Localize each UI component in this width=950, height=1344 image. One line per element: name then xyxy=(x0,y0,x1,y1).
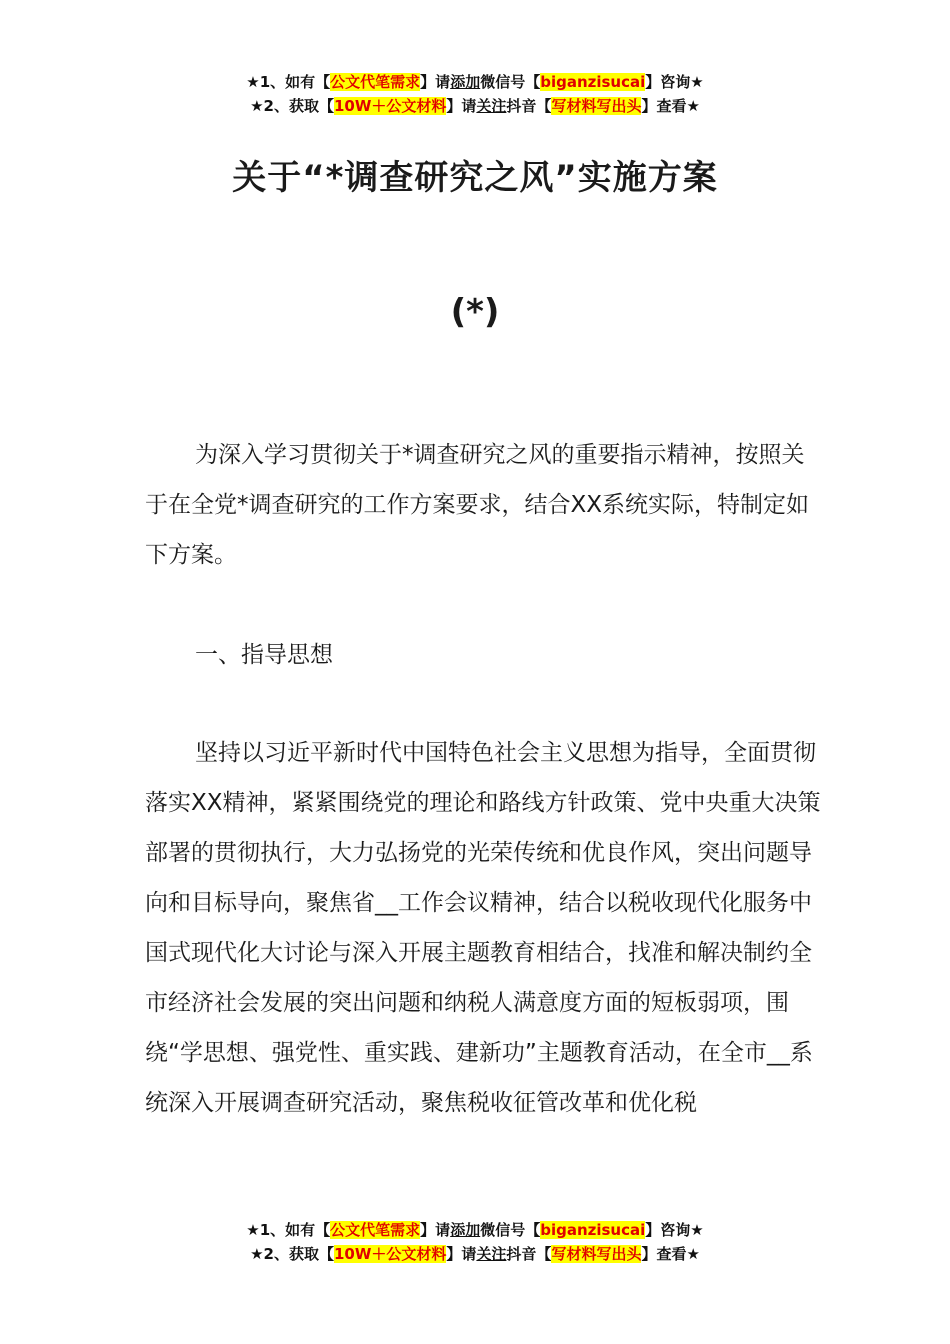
banner-text: ★2、获取【 xyxy=(250,97,334,115)
banner-highlight: biganzisucai xyxy=(540,73,646,91)
banner-text: 微信号【 xyxy=(480,73,541,91)
banner-text: 】查看★ xyxy=(641,97,700,115)
banner-line-2 xyxy=(0,1242,950,1266)
banner-text: 】请 xyxy=(420,73,451,91)
bottom-banner xyxy=(0,1218,950,1266)
banner-text: 】查看★ xyxy=(641,1245,700,1263)
banner-highlight: 公文代笔需求 xyxy=(330,1221,421,1239)
banner-line-1 xyxy=(0,70,950,94)
banner-highlight: 10W＋公文材料 xyxy=(333,97,447,115)
document-title: 关于“*调查研究之风”实施方案 xyxy=(232,158,718,198)
intro-section xyxy=(145,430,825,580)
banner-text: 抖音【 xyxy=(506,97,552,115)
top-banner xyxy=(0,70,950,118)
banner-highlight: 公文代笔需求 xyxy=(330,73,421,91)
banner-emphasis: 添加 xyxy=(450,73,481,91)
banner-text: 抖音【 xyxy=(506,1245,552,1263)
banner-emphasis: 关注 xyxy=(476,1245,507,1263)
document-subtitle: (*) xyxy=(450,292,500,332)
banner-emphasis: 关注 xyxy=(476,97,507,115)
banner-text: ★2、获取【 xyxy=(250,1245,334,1263)
section-paragraph: 坚持以习近平新时代中国特色社会主义思想为指导，全面贯彻落实XX精神，紧紧围绕党的理论和路线方针政策、党中央重大决策部署的贯彻执行，大力弘扬党的光荣传统和优良作风，突出问题导向和目标导向，聚焦省__工作会议精神，结合以税收现代化服务中国式现代化大讨论与深入开展主题教育相结合，找准和解决制约全市经济社会发展的突出问题和纳税人满意度方面的短板弱项，围绕“学思想、强党性、重实践、建新功”主题教育活动，在全市__系统深入开展调查研究活动，聚焦税收征管改革和优化税 xyxy=(145,740,821,1116)
banner-line-2 xyxy=(0,94,950,118)
banner-text: 】咨询★ xyxy=(645,1221,704,1239)
banner-text: 】请 xyxy=(420,1221,451,1239)
banner-line-1 xyxy=(0,1218,950,1242)
banner-text: 】请 xyxy=(446,97,477,115)
banner-text: ★1、如有【 xyxy=(246,73,331,91)
banner-highlight: 写材料写出头 xyxy=(551,1245,642,1263)
banner-emphasis: 添加 xyxy=(450,1221,481,1239)
section-body xyxy=(145,728,825,1128)
banner-highlight: biganzisucai xyxy=(540,1221,646,1239)
banner-text: 】咨询★ xyxy=(645,73,704,91)
section-heading: 一、指导思想 xyxy=(195,642,333,668)
banner-text: ★1、如有【 xyxy=(246,1221,331,1239)
banner-text: 】请 xyxy=(446,1245,477,1263)
banner-highlight: 10W＋公文材料 xyxy=(333,1245,447,1263)
banner-text: 微信号【 xyxy=(480,1221,541,1239)
intro-paragraph: 为深入学习贯彻关于*调查研究之风的重要指示精神，按照关于在全党*调查研究的工作方案要求，结合XX系统实际，特制定如下方案。 xyxy=(145,442,810,568)
banner-highlight: 写材料写出头 xyxy=(551,97,642,115)
